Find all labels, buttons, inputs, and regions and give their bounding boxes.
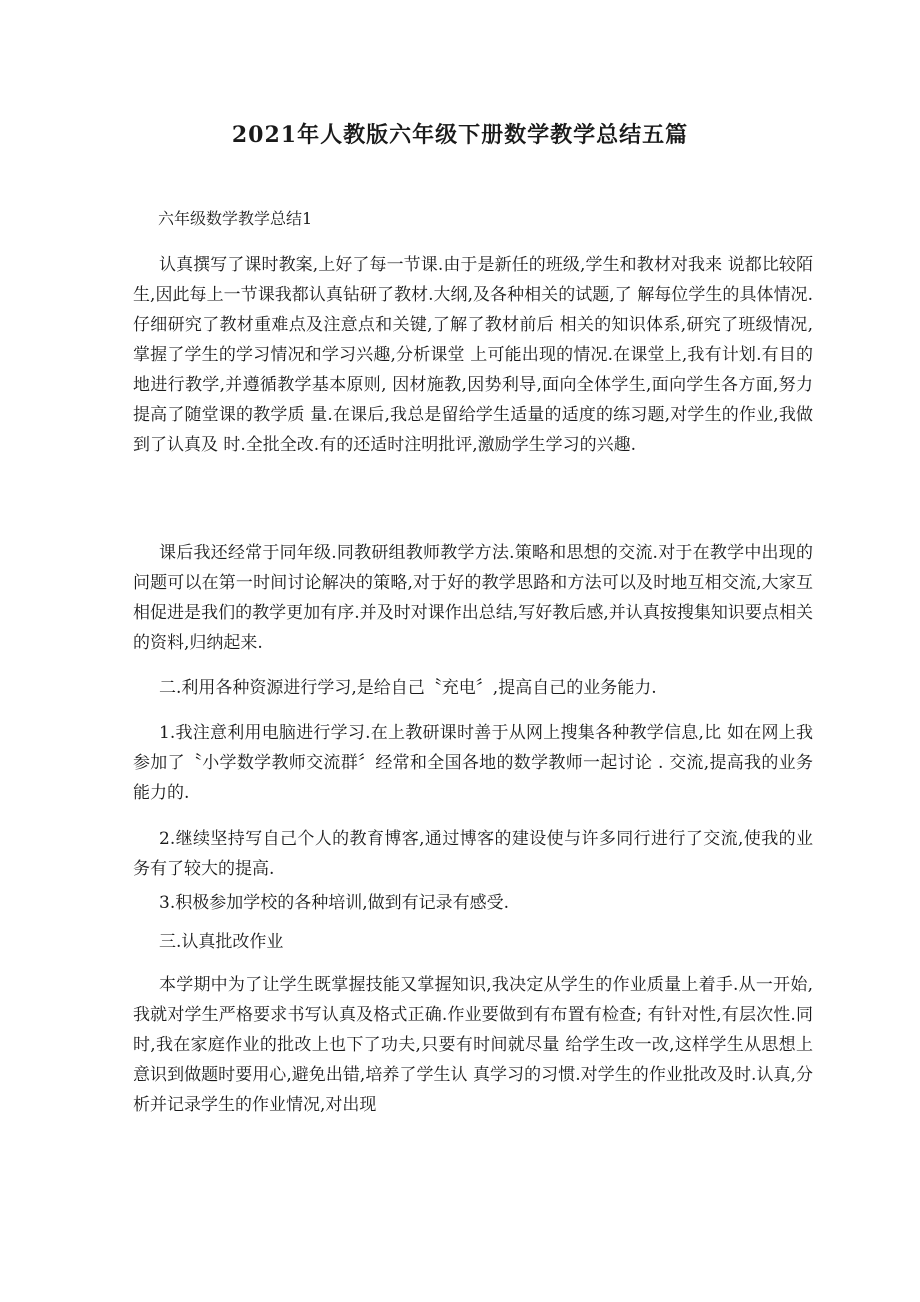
paragraph-homework: 本学期中为了让学生既掌握技能又掌握知识,我决定从学生的作业质量上着手.从一开始,我就对学生严格要求书写认真及格式正确.作业要做到有布置有检查; 有针对性,有层次性.同时,我在家庭作业的批改上也下了功夫,只要有时间就尽量 给学生改一改,这样学生从思想上意识到做题时要用心,避免出错,培养了学生认 真学习的习惯.对学生的作业批改及时.认真,分析并记录学生的作业情况,对出现 xyxy=(133,975,813,1115)
section-heading-3: 三.认真批改作业 xyxy=(159,932,284,952)
paragraph-item-3: 3.积极参加学校的各种培训,做到有记录有感受. xyxy=(159,893,510,913)
document-title: 2021年人教版六年级下册数学教学总结五篇 xyxy=(231,122,689,148)
paragraph-lesson-prep: 认真撰写了课时教案,上好了每一节课.由于是新任的班级,学生和教材对我来 说都比较陌生,因此每上一节课我都认真钻研了教材.大纲,及各种相关的试题,了 解每位学生的具体情况.仔细研究了教材重难点及注意点和关键,了解了教材前后 相关的知识体系,研究了班级情况,掌握了学生的学习情况和学习兴趣,分析课堂 上可能出现的情况.在课堂上,我有计划.有目的地进行教学,并遵循教学基本原则, 因材施教,因势利导,面向全体学生,面向学生各方面,努力提高了随堂课的教学质 量.在课后,我总是留给学生适量的适度的练习题,对学生的作业,我做到了认真及 时.全批全改.有的还适时注明批评,激励学生学习的兴趣. xyxy=(133,255,813,455)
paragraph-item-1: 1.我注意利用电脑进行学习.在上教研课时善于从网上搜集各种教学信息,比 如在网上我参加了〝小学数学教师交流群〞经常和全国各地的数学教师一起讨论 . 交流,提高我的业务能力的. xyxy=(133,723,813,803)
paragraph-item-2: 2.继续坚持写自己个人的教育博客,通过博客的建设使与许多同行进行了交流,使我的业务有了较大的提高. xyxy=(133,829,813,879)
section-heading-1: 六年级数学教学总结1 xyxy=(158,209,313,228)
paragraph-after-class: 课后我还经常于同年级.同教研组教师教学方法.策略和思想的交流.对于在教学中出现的问题可以在第一时间讨论解决的策略,对于好的教学思路和方法可以及时地互相交流,大家互相促进是我们的教学更加有序.并及时对课作出总结,写好教后感,并认真按搜集知识要点相关的资料,归纳起来. xyxy=(133,543,813,653)
section-heading-2: 二.利用各种资源进行学习,是给自己〝充电〞,提高自己的业务能力. xyxy=(159,678,657,698)
